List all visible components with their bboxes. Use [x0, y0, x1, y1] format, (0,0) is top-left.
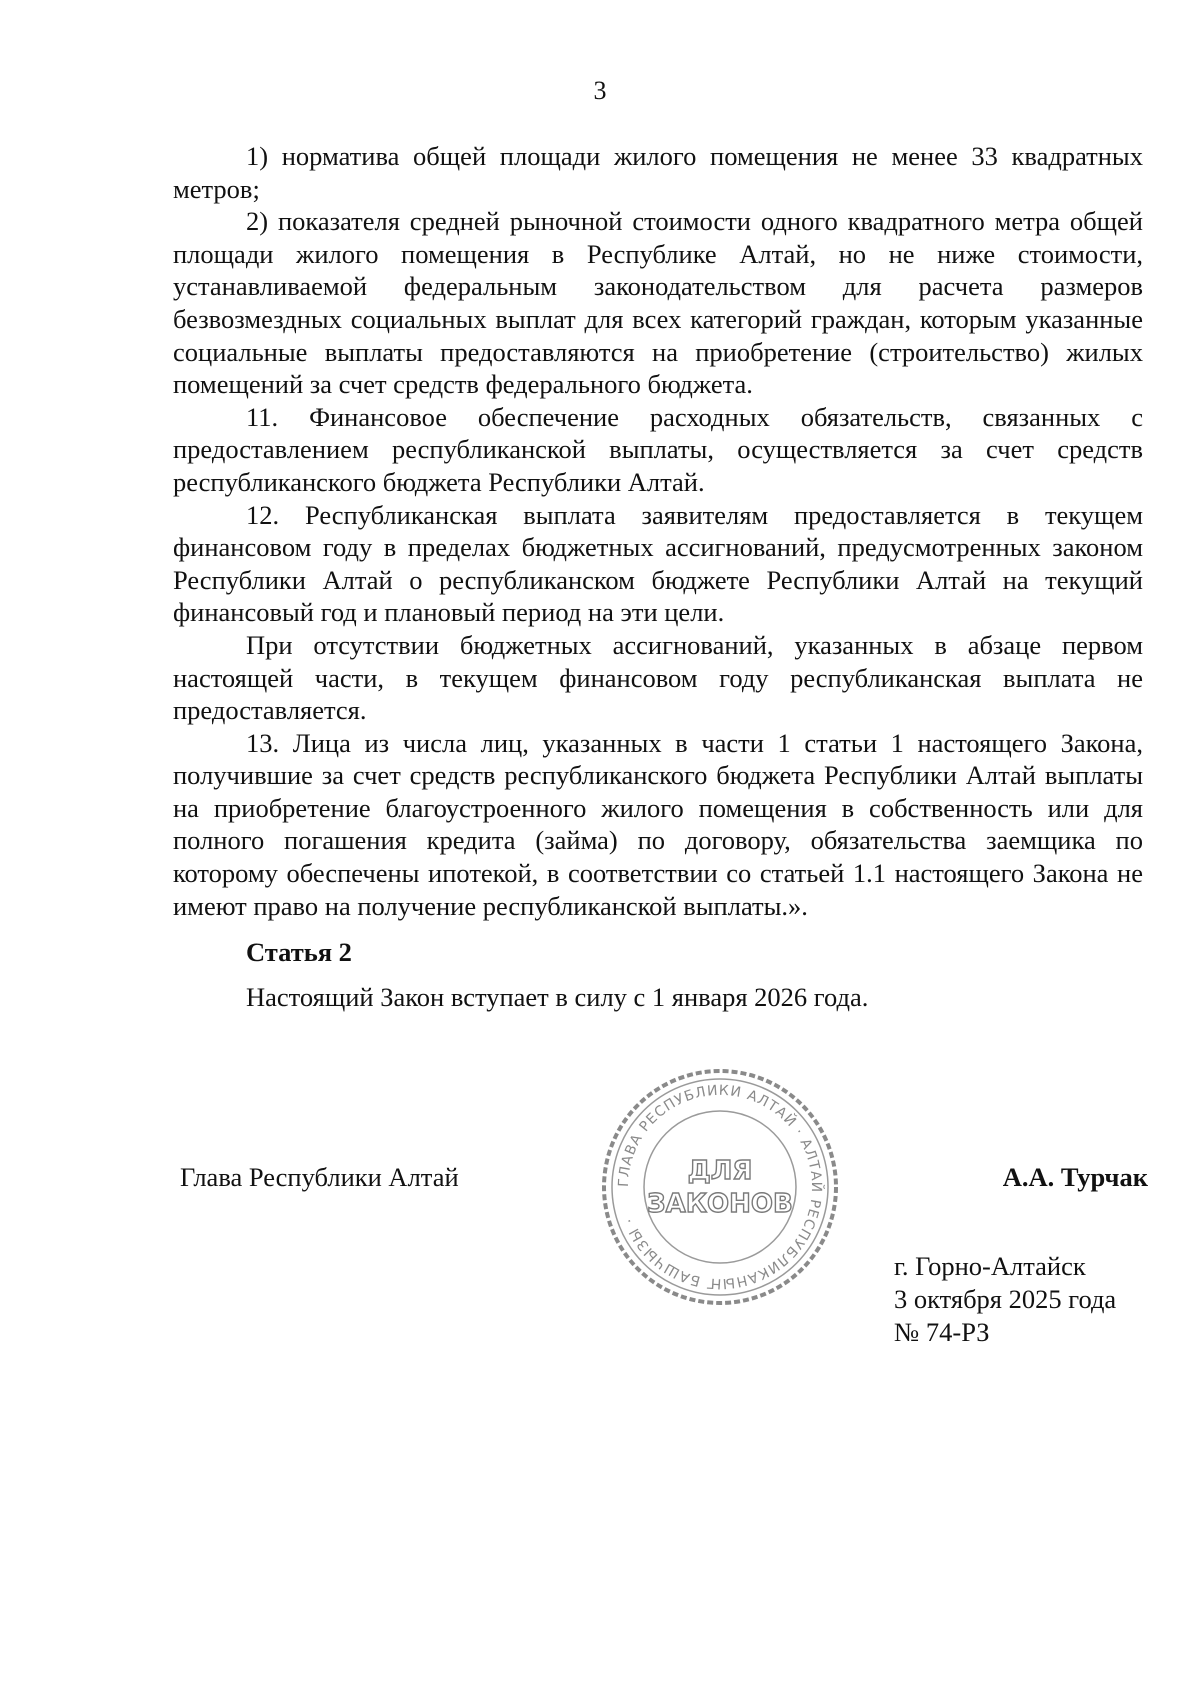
- paragraph-13-exclusion: 13. Лица из числа лиц, указанных в части 1 статьи 1 настоящего Закона, получившие за счет средств республиканского бюджета Республики Алтай выплаты на приобретение благоустроенного жилого помещения в собственность или для полного погашения кредита (займа) по договору, обязательства заемщика по которому обеспечены ипотекой, в соответствии со статьей 1.1 настоящего Закона не имеют право на получение республиканской выплаты.».: [173, 727, 1143, 921]
- article-2-title: Статья 2: [246, 937, 352, 968]
- signer-name: А.А. Турчак: [1002, 1162, 1148, 1192]
- signing-city: г. Горно-Алтайск: [894, 1251, 1086, 1281]
- law-details: [894, 1250, 1116, 1349]
- paragraph-norm-area: 1) норматива общей площади жилого помещения не менее 33 квадратных метров;: [173, 141, 1143, 204]
- paragraph-12-budget: 12. Республиканская выплата заявителям предоставляется в текущем финансовом году в пределах бюджетных ассигнований, предусмотренных законом Республики Алтай о республиканском бюджете Республики Алтай на текущий финансовый год и плановый период на эти цели.: [173, 499, 1143, 628]
- paragraph-11-financing: 11. Финансовое обеспечение расходных обязательств, связанных с предоставлением республиканской выплаты, осуществляется за счет средств республиканского бюджета Республики Алтай.: [173, 401, 1143, 497]
- law-body: [173, 140, 1143, 1013]
- svg-text:ГЛАВА РЕСПУБЛИКИ АЛТАЙ · АЛТАЙ: ГЛАВА РЕСПУБЛИКИ АЛТАЙ · АЛТАЙ РЕСПУБЛИКАНЫҤ БАШЧЫЗЫ ·: [615, 1082, 825, 1292]
- law-number: № 74-РЗ: [894, 1317, 990, 1347]
- svg-text:ДЛЯ: ДЛЯ: [687, 1156, 753, 1186]
- paragraph-market-price: 2) показателя средней рыночной стоимости одного квадратного метра общей площади жилого помещения в Республике Алтай, но не ниже стоимости, устанавливаемой федеральным законодательством для расчета размеров безвозмездных социальных выплат для всех категорий граждан, которым указанные социальные выплаты предоставляются на приобретение (строительство) жилых помещений за счет средств федерального бюджета.: [173, 206, 1143, 400]
- paragraph-12-no-funds: При отсутствии бюджетных ассигнований, указанных в абзаце первом настоящей части, в текущем финансовом году республиканская выплата не предоставляется.: [173, 629, 1143, 726]
- svg-text:ЗАКОНОВ: ЗАКОНОВ: [647, 1189, 793, 1219]
- official-seal-icon: [600, 1067, 840, 1307]
- article-2-text: Настоящий Закон вступает в силу с 1 января 2026 года.: [246, 981, 869, 1012]
- signing-date: 3 октября 2025 года: [894, 1284, 1117, 1314]
- signer-title: Глава Республики Алтай: [180, 1162, 459, 1192]
- page-number: 3: [593, 76, 607, 105]
